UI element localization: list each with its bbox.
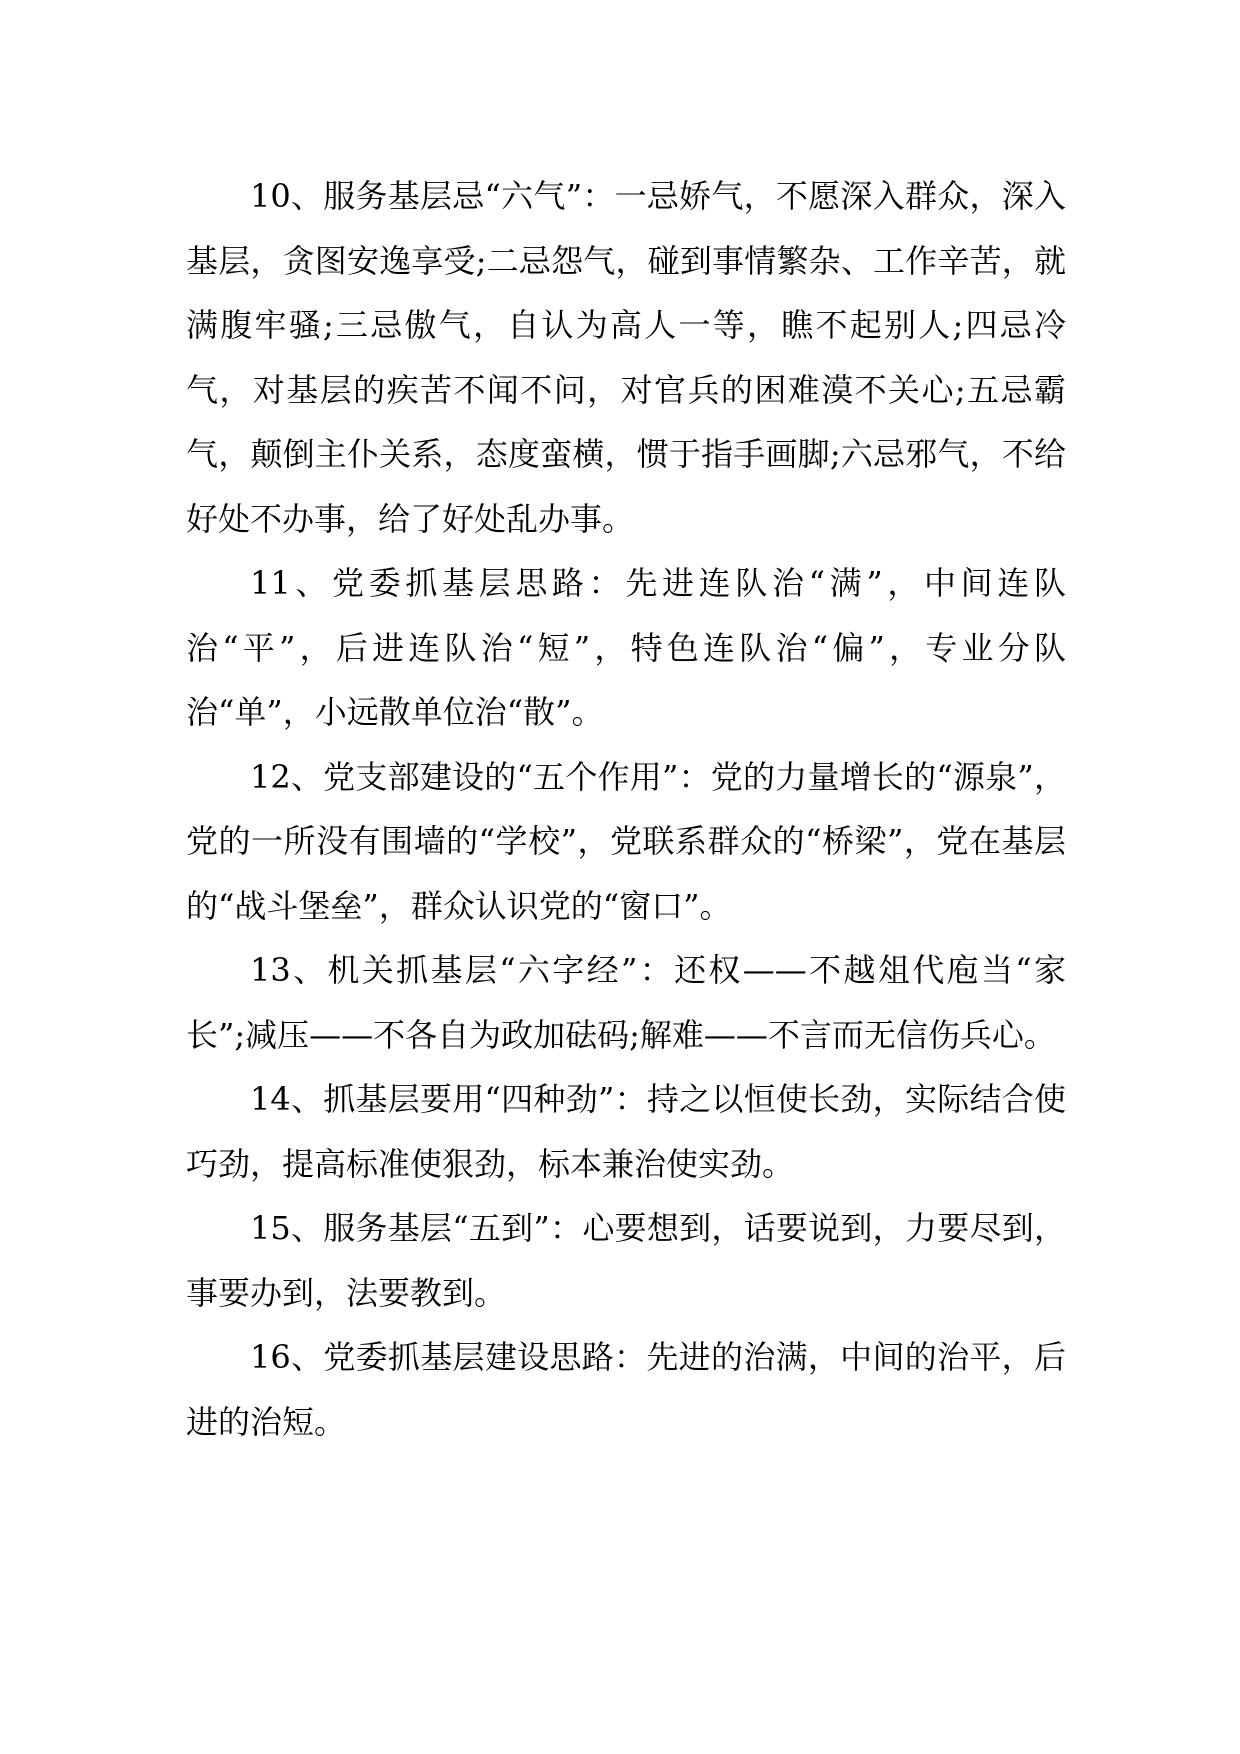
paragraph-11: 11、党委抓基层思路：先进连队治“满”，中间连队治“平”，后进连队治“短”，特色连队治“偏”，专业分队治“单”，小远散单位治“散”。 (186, 564, 1066, 731)
paragraph-10: 10、服务基层忌“六气”：一忌娇气，不愿深入群众，深入基层，贪图安逸享受;二忌怨气，碰到事情繁杂、工作辛苦，就满腹牢骚;三忌傲气，自认为高人一等，瞧不起别人;四忌冷气，对基层的疾苦不闻不问，对官兵的困难漠不关心;五忌霸气，颠倒主仆关系，态度蛮横，惯于指手画脚;六忌邪气，不给好处不办事，给了好处乱办事。 (186, 177, 1066, 538)
document-body (186, 164, 1066, 1454)
paragraph-12: 12、党支部建设的“五个作用”：党的力量增长的“源泉”，党的一所没有围墙的“学校”，党联系群众的“桥梁”，党在基层的“战斗堡垒”，群众认识党的“窗口”。 (186, 757, 1066, 925)
paragraph-14: 14、抓基层要用“四种劲”：持之以恒使长劲，实际结合使巧劲，提高标准使狠劲，标本兼治使实劲。 (186, 1080, 1066, 1183)
paragraph-16: 16、党委抓基层建设思路：先进的治满，中间的治平，后进的治短。 (186, 1338, 1066, 1441)
paragraph-15: 15、服务基层“五到”：心要想到，话要说到，力要尽到，事要办到，法要教到。 (186, 1209, 1066, 1312)
paragraph-13: 13、机关抓基层“六字经”：还权——不越俎代庖当“家长”;减压——不各自为政加砝码;解难——不言而无信伤兵心。 (186, 951, 1066, 1054)
